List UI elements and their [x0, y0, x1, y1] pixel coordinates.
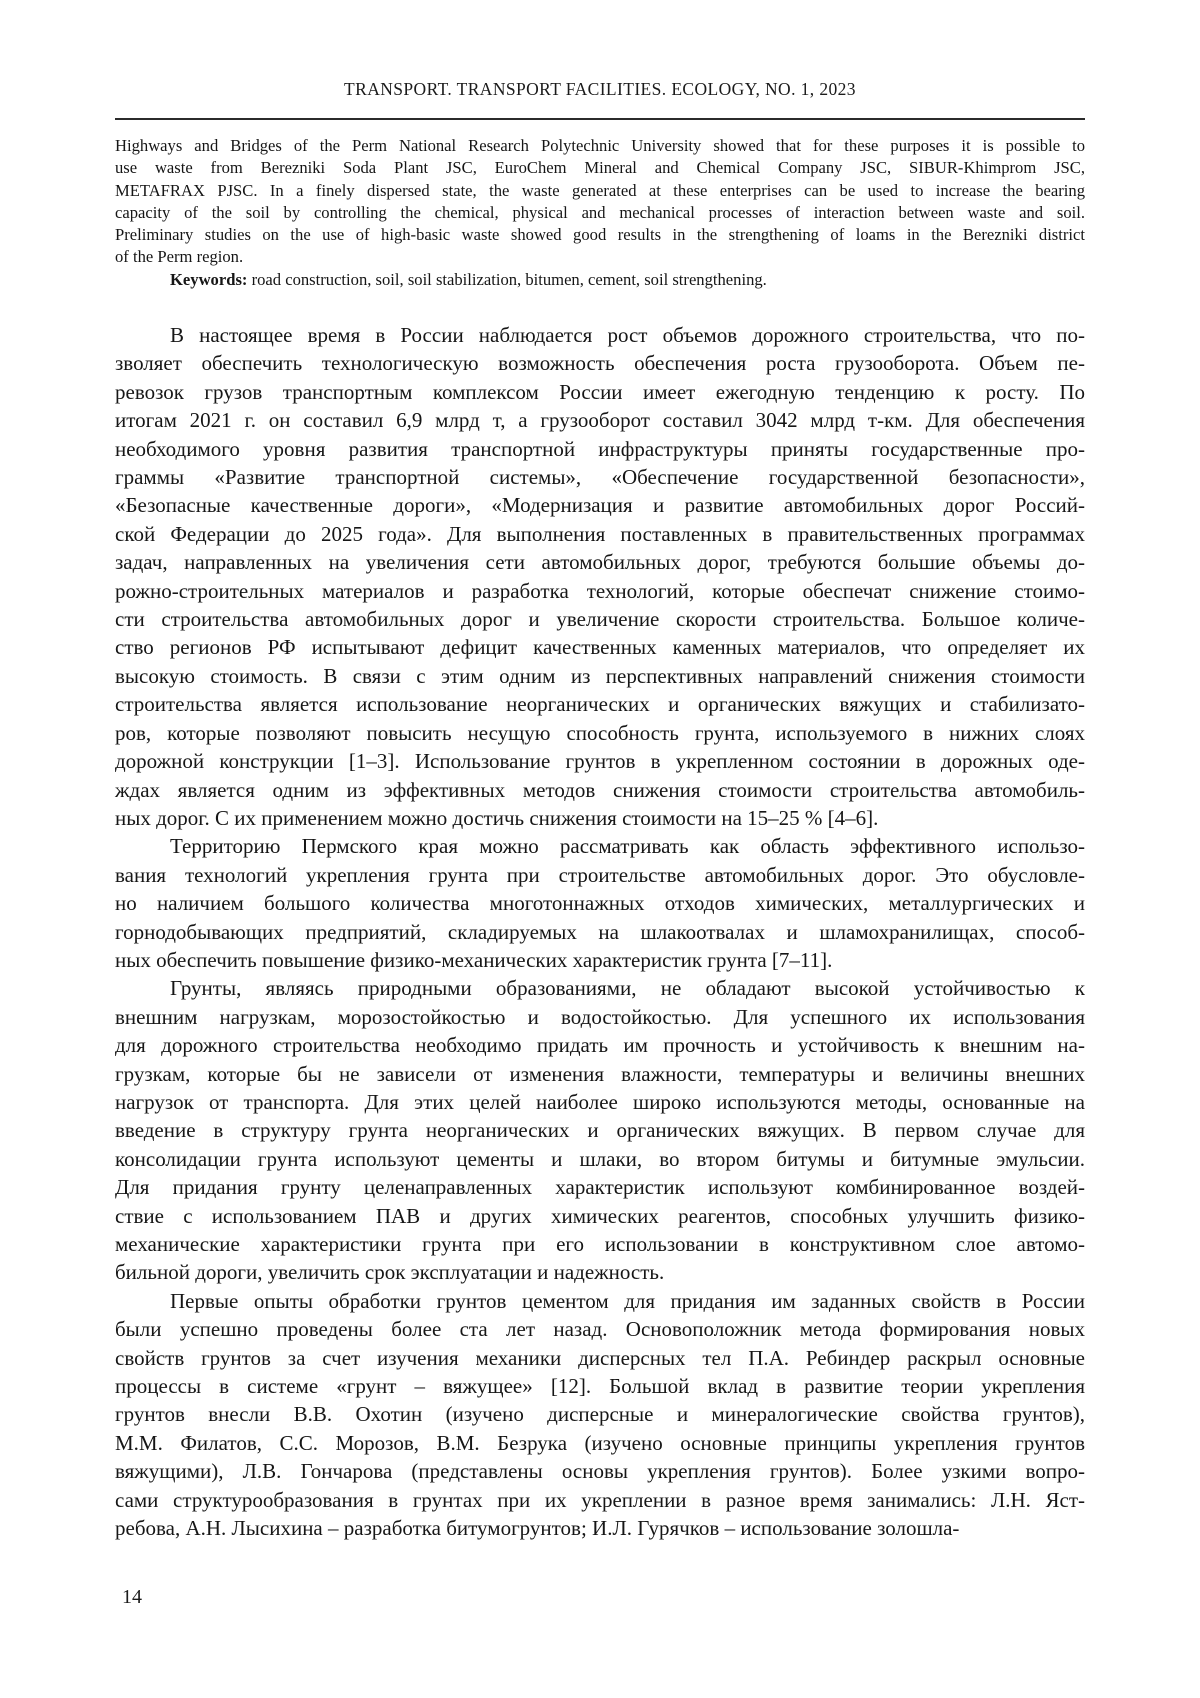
journal-header-title: TRANSPORT. TRANSPORT FACILITIES. ECOLOGY, NO. 1, 2023 — [344, 79, 856, 99]
body-line: ных дорог. С их применением можно достичь снижения стоимости на 15–25 % [4–6]. — [115, 805, 879, 830]
body-paragraph — [115, 974, 1085, 1286]
abstract-line: Highways and Bridges of the Perm National Research Polytechnic University showed that for these purposes it is possible to — [115, 136, 1085, 155]
body-line: ство регионов РФ испытывают дефицит качественных каменных материалов, что определяет их — [115, 635, 1085, 660]
body-paragraph — [115, 1287, 1085, 1543]
abstract-section — [115, 135, 1085, 291]
body-line: ревозок грузов транспортным комплексом России имеет ежегодную тенденцию к росту. По — [115, 379, 1085, 404]
body-line: ской Федерации до 2025 года». Для выполнения поставленных в правительственных программах — [115, 521, 1085, 546]
keywords-line — [115, 269, 1085, 291]
body-line: ров, которые позволяют повысить несущую способность грунта, используемого в нижних слоях — [115, 720, 1085, 745]
body-line: высокую стоимость. В связи с этим одним из перспективных направлений снижения стоимости — [115, 663, 1085, 688]
body-line: ждах является одним из эффективных методов снижения стоимости строительства автомобиль- — [115, 777, 1085, 802]
body-line: Для придания грунту целенаправленных характеристик используют комбинированное воздей- — [115, 1175, 1085, 1200]
body-line: М.М. Филатов, С.С. Морозов, В.М. Безрука (изучено основные принципы укрепления грунтов — [115, 1430, 1085, 1455]
body-paragraph — [115, 321, 1085, 832]
abstract-line: Preliminary studies on the use of high-basic waste showed good results in the strengthening of loams in the Berezniki district — [115, 225, 1085, 245]
body-line: внешним нагрузкам, морозостойкостью и водостойкостью. Для успешного их использования — [115, 1004, 1085, 1029]
body-line: ных обеспечить повышение физико-механических характеристик грунта [7–11]. — [115, 947, 833, 972]
body-line: вяжущими), Л.В. Гончарова (представлены основы укрепления грунтов). Более узкими вопро- — [115, 1459, 1085, 1484]
body-line: сти строительства автомобильных дорог и увеличение скорости строительства. Большое количе- — [115, 607, 1085, 632]
abstract-line: of the Perm region. — [115, 247, 244, 267]
body-paragraphs — [115, 321, 1085, 1542]
abstract-line: capacity of the soil by controlling the chemical, physical and mechanical processes of interaction between waste and soil. — [115, 202, 1085, 222]
body-line: граммы «Развитие транспортной системы», «Обеспечение государственной безопасности», — [115, 465, 1085, 490]
body-line: итогам 2021 г. он составил 6,9 млрд т, а грузооборот составил 3042 млрд т-км. Для обеспечения — [115, 408, 1085, 433]
body-line: зволяет обеспечить технологическую возможность обеспечения роста грузооборота. Объем пе- — [115, 351, 1085, 376]
body-line: В настоящее время в России наблюдается рост объемов дорожного строительства, что по- — [170, 323, 1085, 347]
body-line: грузкам, которые бы не зависели от изменения влажности, температуры и величины внешних — [115, 1061, 1085, 1086]
abstract-line: use waste from Berezniki Soda Plant JSC, EuroChem Mineral and Chemical Company JSC, SIBUR-Khimprom JSC, — [115, 158, 1085, 178]
page-number: 14 — [122, 1586, 142, 1608]
body-line: вания технологий укрепления грунта при строительстве автомобильных дорог. Это обусловле- — [115, 862, 1085, 887]
body-line: строительства является использование неорганических и органических вяжущих и стабилизато- — [115, 692, 1085, 717]
keywords-text: road construction, soil, soil stabilization, bitumen, cement, soil strengthening. — [247, 269, 767, 289]
abstract-line: METAFRAX PJSC. In a finely dispersed state, the waste generated at these enterprises can be used to increase the bearing — [115, 180, 1085, 200]
body-line: необходимого уровня развития транспортной инфраструктуры приняты государственные про- — [115, 436, 1085, 461]
body-line: для дорожного строительства необходимо придать им прочность и устойчивость к внешним на- — [115, 1033, 1085, 1058]
body-line: ствие с использованием ПАВ и других химических реагентов, способных улучшить физико- — [115, 1203, 1085, 1228]
body-line: дорожной конструкции [1–3]. Использование грунтов в укрепленном состоянии в дорожных оде- — [115, 749, 1085, 774]
body-line: сами структурообразования в грунтах при их укреплении в разное время занимались: Л.Н. Яст- — [115, 1487, 1085, 1512]
body-line: механические характеристики грунта при его использовании в конструктивном слое автомо- — [115, 1232, 1085, 1256]
body-line: консолидации грунта используют цементы и шлаки, во втором битумы и битумные эмульсии. — [115, 1146, 1085, 1171]
body-line: бильной дороги, увеличить срок эксплуатации и надежность. — [115, 1260, 665, 1285]
body-line: Территорию Пермского края можно рассматривать как область эффективного использо- — [170, 834, 1085, 859]
body-line: «Безопасные качественные дороги», «Модернизация и развитие автомобильных дорог Россий- — [115, 493, 1085, 518]
abstract-lines — [115, 135, 1085, 269]
body-line: введение в структуру грунта неорганических и органических вяжущих. В первом случае для — [115, 1118, 1085, 1143]
keywords-label: Keywords: — [170, 269, 248, 289]
header-rule — [115, 118, 1085, 120]
body-line: свойств грунтов за счет изучения механики дисперсных тел П.А. Ребиндер раскрыл основные — [115, 1345, 1085, 1370]
body-line: процессы в системе «грунт – вяжущее» [12]. Большой вклад в развитие теории укрепления — [115, 1374, 1085, 1399]
body-text — [115, 321, 1085, 1542]
body-line: рожно-строительных материалов и разработка технологий, которые обеспечат снижение стоимо- — [115, 578, 1085, 603]
body-line: но наличием большого количества многотоннажных отходов химических, металлургических и — [115, 891, 1085, 916]
body-line: Первые опыты обработки грунтов цементом для придания им заданных свойств в России — [170, 1288, 1085, 1313]
body-line: были успешно проведены более ста лет назад. Основоположник метода формирования новых — [115, 1317, 1085, 1342]
body-paragraph — [115, 832, 1085, 974]
body-line: нагрузок от транспорта. Для этих целей наиболее широко используются методы, основанные на — [115, 1089, 1085, 1114]
body-line: ребова, А.Н. Лысихина – разработка битумогрунтов; И.Л. Гурячков – использование золошла- — [115, 1516, 960, 1541]
body-line: грунтов внесли В.В. Охотин (изучено дисперсные и минералогические свойства грунтов), — [115, 1402, 1085, 1427]
body-line: задач, направленных на увеличения сети автомобильных дорог, требуются большие объемы до- — [115, 550, 1085, 575]
body-line: горнодобывающих предприятий, складируемых на шлакоотвалах и шламохранилищах, способ- — [115, 919, 1085, 944]
body-line: Грунты, являясь природными образованиями, не обладают высокой устойчивостью к — [170, 976, 1085, 1001]
